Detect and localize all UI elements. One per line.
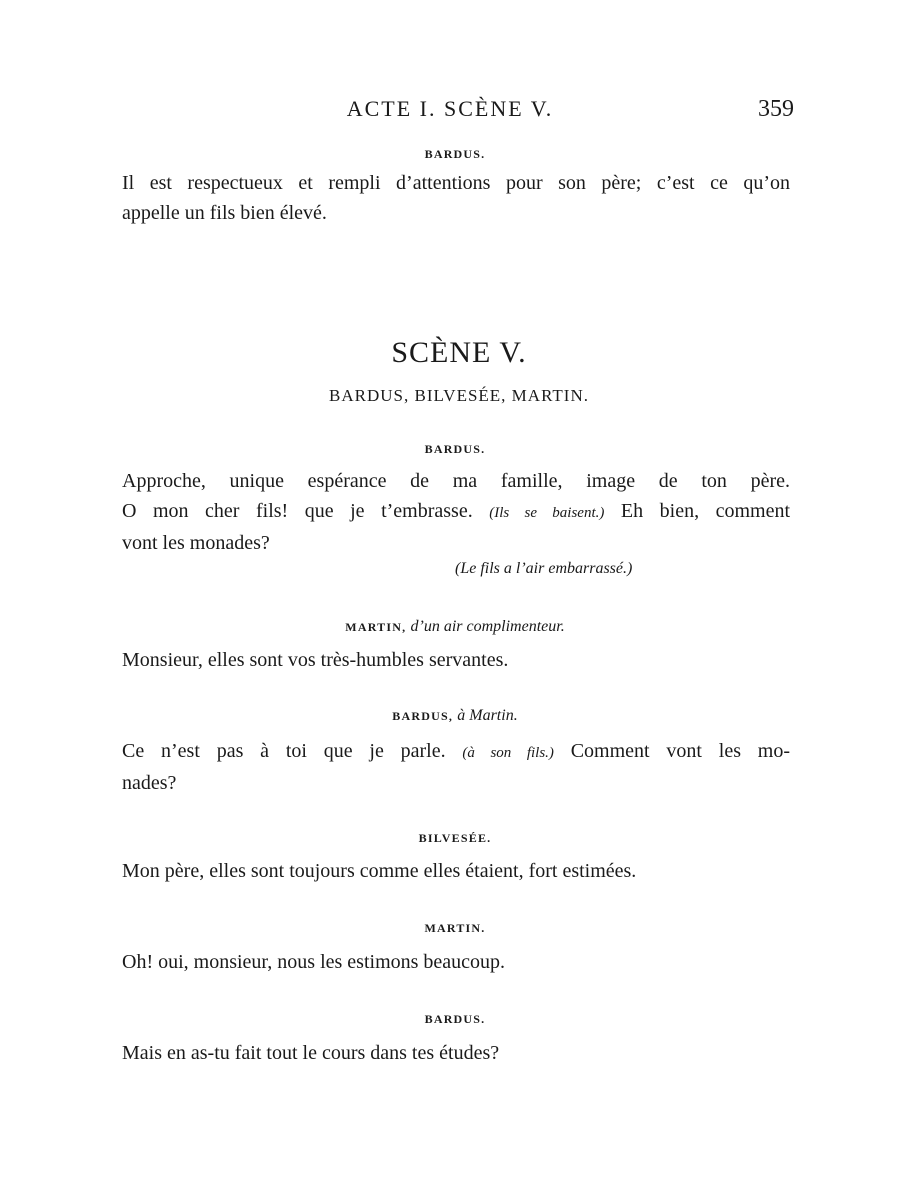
dialogue-line: Monsieur, elles sont vos très-humbles servantes.	[122, 649, 509, 671]
dialogue-text: Comment vont les mo-	[570, 740, 790, 762]
stage-direction: (Le fils a l’air embarrassé.)	[455, 560, 633, 577]
speaker-label: BARDUS.	[424, 147, 486, 161]
dialogue-line: Approche, unique espérance de ma famille, image de ton père.	[122, 470, 790, 492]
dialogue-line: Oh! oui, monsieur, nous les estimons beaucoup.	[122, 951, 506, 973]
dialogue-line: nades?	[122, 772, 177, 794]
dialogue-paragraph	[122, 466, 790, 558]
dialogue-paragraph	[122, 856, 790, 886]
dialogue-line	[122, 736, 790, 768]
dialogue-line: Mon père, elles sont toujours comme elles étaient, fort estimées.	[122, 860, 637, 882]
dialogue-line	[122, 496, 790, 528]
scene-title: SCÈNE V.	[391, 336, 527, 369]
speaker-label: BARDUS,	[392, 709, 454, 723]
running-head: ACTE I. SCÈNE V.	[346, 96, 554, 121]
dialogue-paragraph	[122, 947, 790, 977]
dialogue-paragraph	[122, 168, 790, 228]
speaker-label: BILVESÉE.	[418, 831, 492, 845]
speaker-direction: à Martin.	[457, 707, 518, 724]
speaker-heading	[0, 618, 900, 636]
scene-cast: BARDUS, BILVESÉE, MARTIN.	[329, 386, 589, 405]
dialogue-text: O mon cher fils! que je t’embrasse.	[122, 500, 473, 522]
dialogue-line: appelle un fils bien élevé.	[122, 202, 327, 224]
dialogue-text: Eh bien, comment	[620, 500, 791, 522]
dialogue-text: Ce n’est pas à toi que je parle.	[122, 740, 446, 762]
dialogue-paragraph	[122, 1038, 790, 1068]
dialogue-line: Il est respectueux et rempli d’attentions pour son père; c’est ce qu’on	[122, 172, 790, 194]
dialogue-paragraph	[122, 736, 790, 798]
stage-direction: (Ils se baisent.)	[489, 505, 605, 521]
dialogue-line: vont les monades?	[122, 532, 270, 554]
dialogue-paragraph	[122, 645, 790, 675]
speaker-label: BARDUS.	[424, 442, 486, 456]
speaker-label: MARTIN,	[345, 620, 407, 634]
speaker-label: BARDUS.	[424, 1012, 486, 1026]
stage-direction: (à son fils.)	[462, 745, 554, 761]
speaker-label: MARTIN.	[424, 921, 486, 935]
page-number: 359	[758, 96, 794, 122]
dialogue-line: Mais en as-tu fait tout le cours dans tes études?	[122, 1042, 500, 1064]
speaker-heading	[0, 707, 900, 725]
speaker-direction: d’un air complimenteur.	[410, 618, 565, 635]
